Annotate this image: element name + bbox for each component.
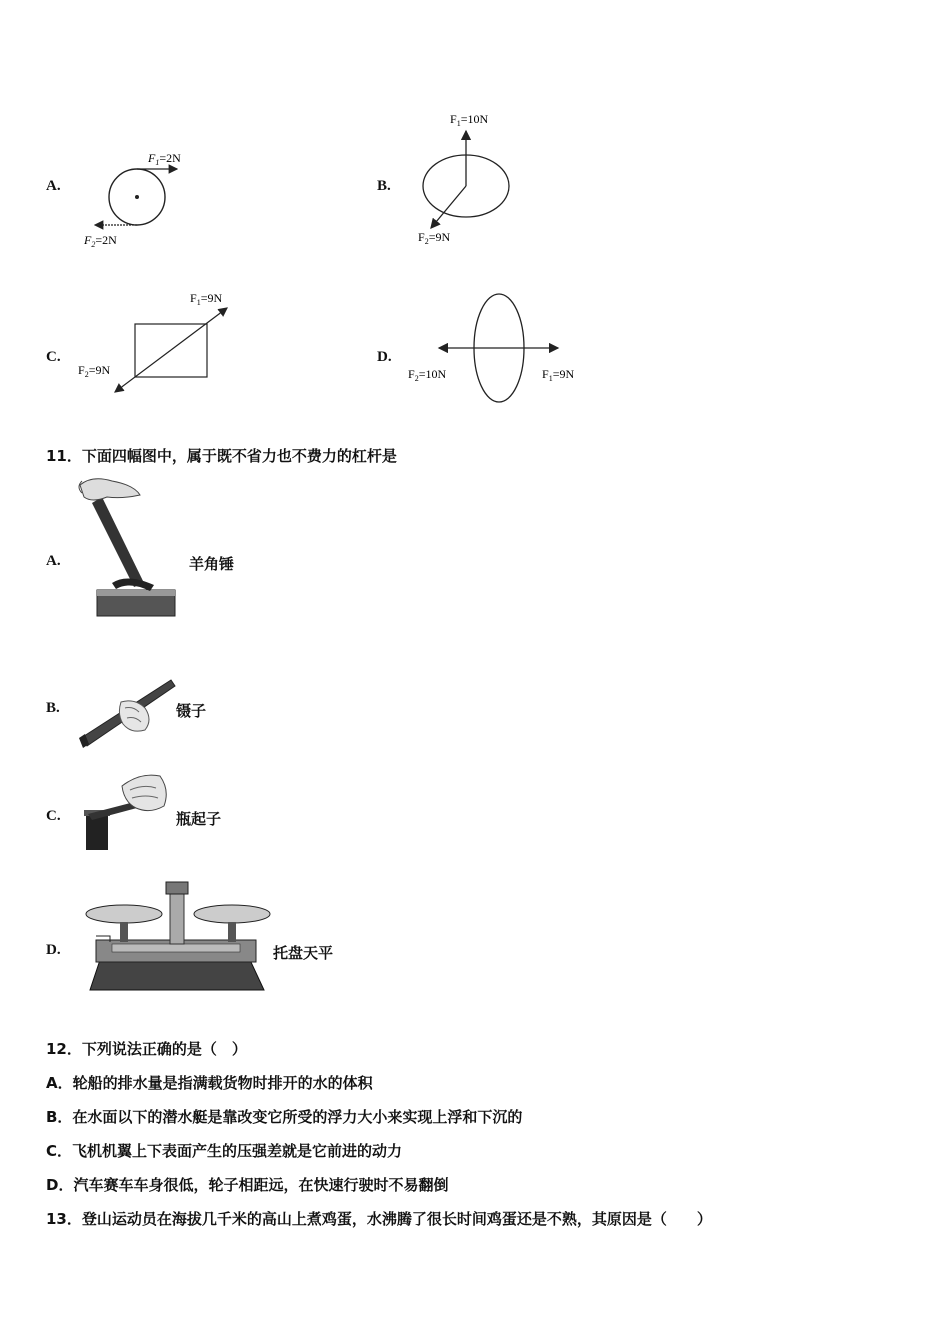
- svg-text:F2=9N: $F_2=9N$: [78, 363, 111, 379]
- q12-option-c: C．飞机机翼上下表面产生的压强差就是它前进的动力: [46, 1142, 403, 1160]
- tweezers-image: [75, 672, 180, 752]
- q11-option-d-caption: 托盘天平: [273, 944, 334, 962]
- q11-option-b-letter: B.: [46, 700, 60, 716]
- q10-option-a-diagram: [80, 145, 200, 255]
- q10-option-c-diagram: [75, 285, 245, 405]
- q10-option-c-letter: C.: [46, 349, 61, 365]
- q11-option-c-letter: C.: [46, 808, 61, 824]
- claw-hammer-image: [72, 475, 182, 620]
- q10-option-b-diagram: [410, 105, 540, 255]
- q12-stem: 12．下列说法正确的是（ ）: [46, 1040, 247, 1058]
- q12-option-b: B．在水面以下的潜水艇是靠改变它所受的浮力大小来实现上浮和下沉的: [46, 1108, 523, 1126]
- q10-option-b-letter: B.: [377, 178, 391, 194]
- q10-option-d-letter: D.: [377, 349, 392, 365]
- svg-text:F1=10N: $F_1=10N$: [450, 112, 489, 128]
- bottle-opener-image: [78, 768, 173, 853]
- svg-text:F1=9N: $F_1=9N$: [542, 367, 575, 383]
- svg-text:F2=10N: $F_2=10N$: [408, 367, 447, 383]
- q11-option-b-caption: 镊子: [176, 702, 207, 720]
- svg-text:F2=2N: $F_2=2N$: [84, 233, 117, 249]
- q12-option-a: A．轮船的排水量是指满载货物时排开的水的体积: [46, 1074, 373, 1092]
- force-arrow-f1: [171, 308, 227, 350]
- q12-option-d: D．汽车赛车车身很低，轮子相距远，在快速行驶时不易翻倒: [46, 1176, 449, 1194]
- q13-stem: 13．登山运动员在海拔几千米的高山上煮鸡蛋，水沸腾了很长时间鸡蛋还是不熟，其原因是（ ）: [46, 1210, 712, 1228]
- q11-option-a-caption: 羊角锤: [189, 555, 235, 573]
- svg-text:F2=9N: $F_2=9N$: [418, 230, 451, 246]
- svg-text:F1=9N: $F_1=9N$: [190, 291, 223, 307]
- svg-text:F1=2N: $F_1=2N$: [148, 151, 181, 167]
- force-arrow-f2: [115, 350, 171, 392]
- force-arrow-f2: [431, 186, 466, 228]
- f1-letter: F: [148, 151, 156, 165]
- q11-option-a-letter: A.: [46, 553, 61, 569]
- q10-option-d-diagram: [405, 290, 595, 405]
- tray-balance-image: [82, 878, 272, 1000]
- q11-option-d-letter: D.: [46, 942, 61, 958]
- q11-option-c-caption: 瓶起子: [176, 810, 222, 828]
- q11-stem: 11．下面四幅图中，属于既不省力也不费力的杠杆是: [46, 447, 397, 465]
- q10-option-a-letter: A.: [46, 178, 61, 194]
